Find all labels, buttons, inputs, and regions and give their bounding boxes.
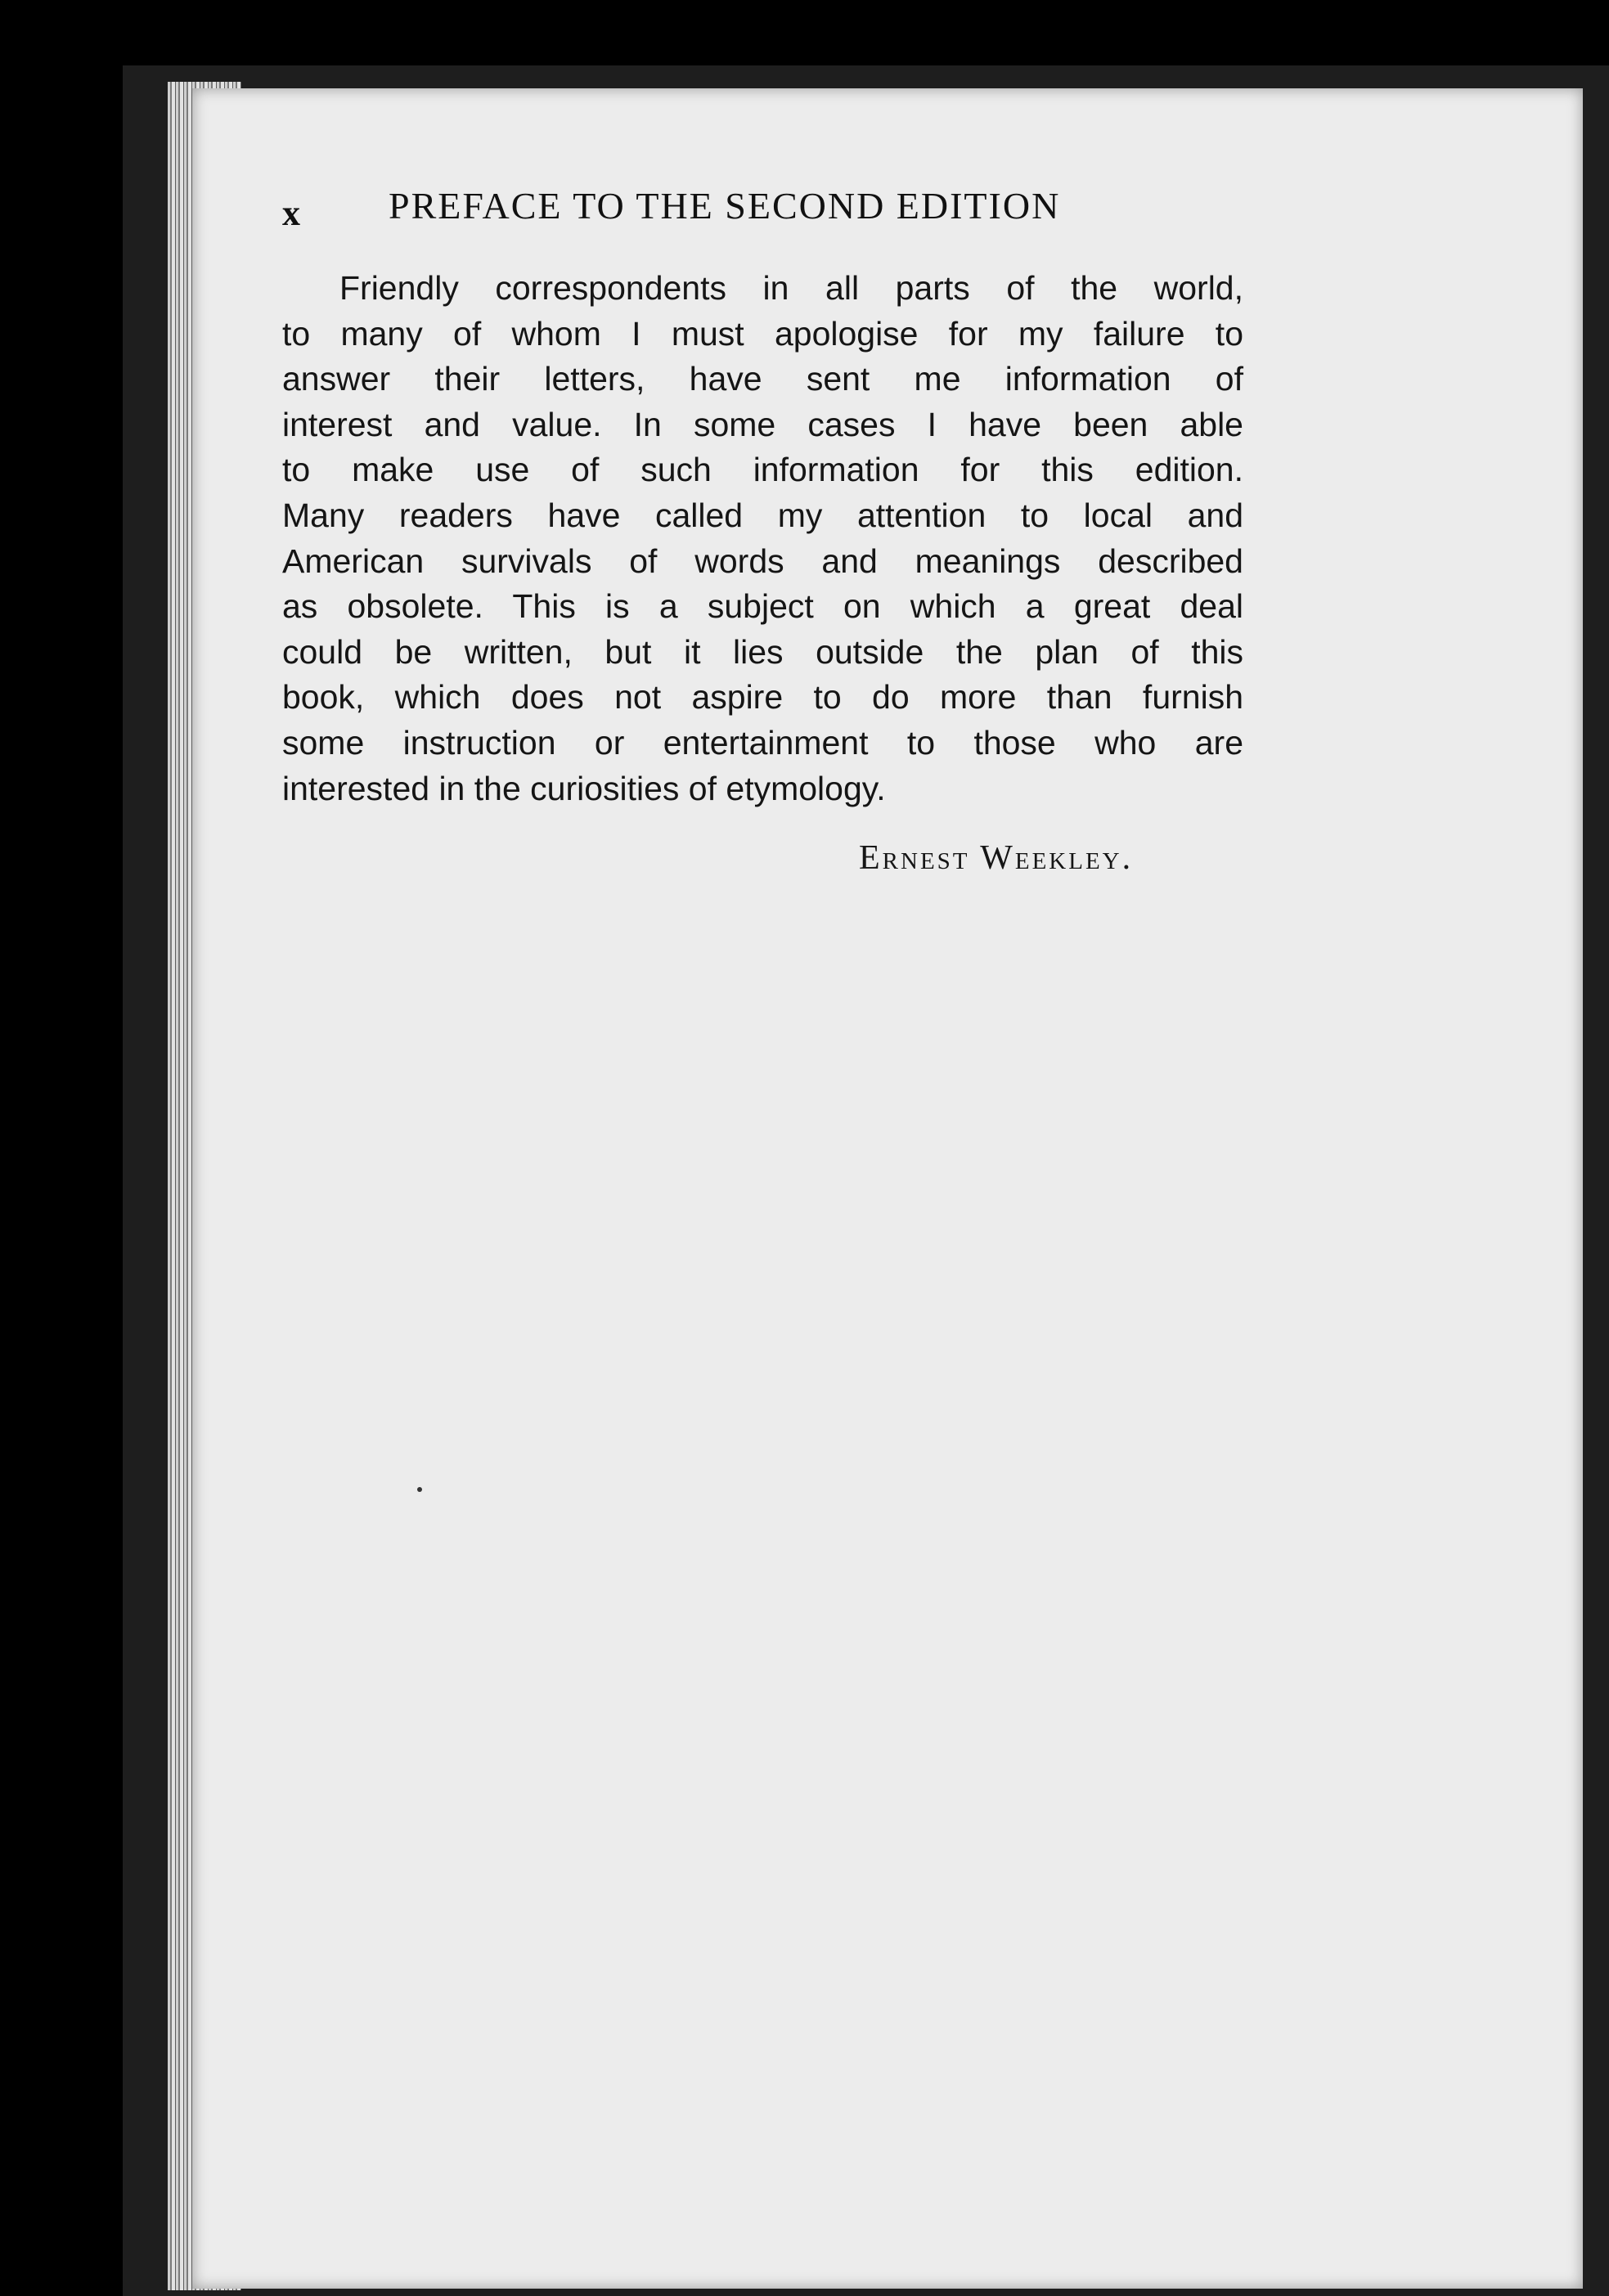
text-line: could be written, but it lies outside the plan of this: [282, 632, 1243, 671]
running-head: [282, 184, 1100, 249]
text-line: Many readers have called my attention to local and: [282, 496, 1243, 534]
page-number: x: [282, 193, 300, 233]
text-line: as obsolete. This is a subject on which a great deal: [282, 587, 1243, 626]
text-line: Friendly correspondents in all parts of the world,: [339, 269, 1243, 307]
text-line: some instruction or entertainment to those who are: [282, 723, 1243, 762]
preface-paragraph: [282, 266, 1243, 811]
author-signature: Ernest Weekley.: [859, 839, 1134, 877]
text-line: book, which does not aspire to do more than furnish: [282, 678, 1243, 717]
dust-speck: [417, 1487, 422, 1492]
text-line: American survivals of words and meanings described: [282, 541, 1243, 580]
text-line: interest and value. In some cases I have been able: [282, 405, 1243, 443]
text-line: answer their letters, have sent me information of: [282, 360, 1243, 398]
text-line: to many of whom I must apologise for my failure to: [282, 314, 1243, 353]
text-line: to make use of such information for this edition.: [282, 451, 1243, 489]
running-head-title: PREFACE TO THE SECOND EDITION: [389, 185, 1061, 227]
text-line: interested in the curiosities of etymology.: [282, 769, 886, 807]
